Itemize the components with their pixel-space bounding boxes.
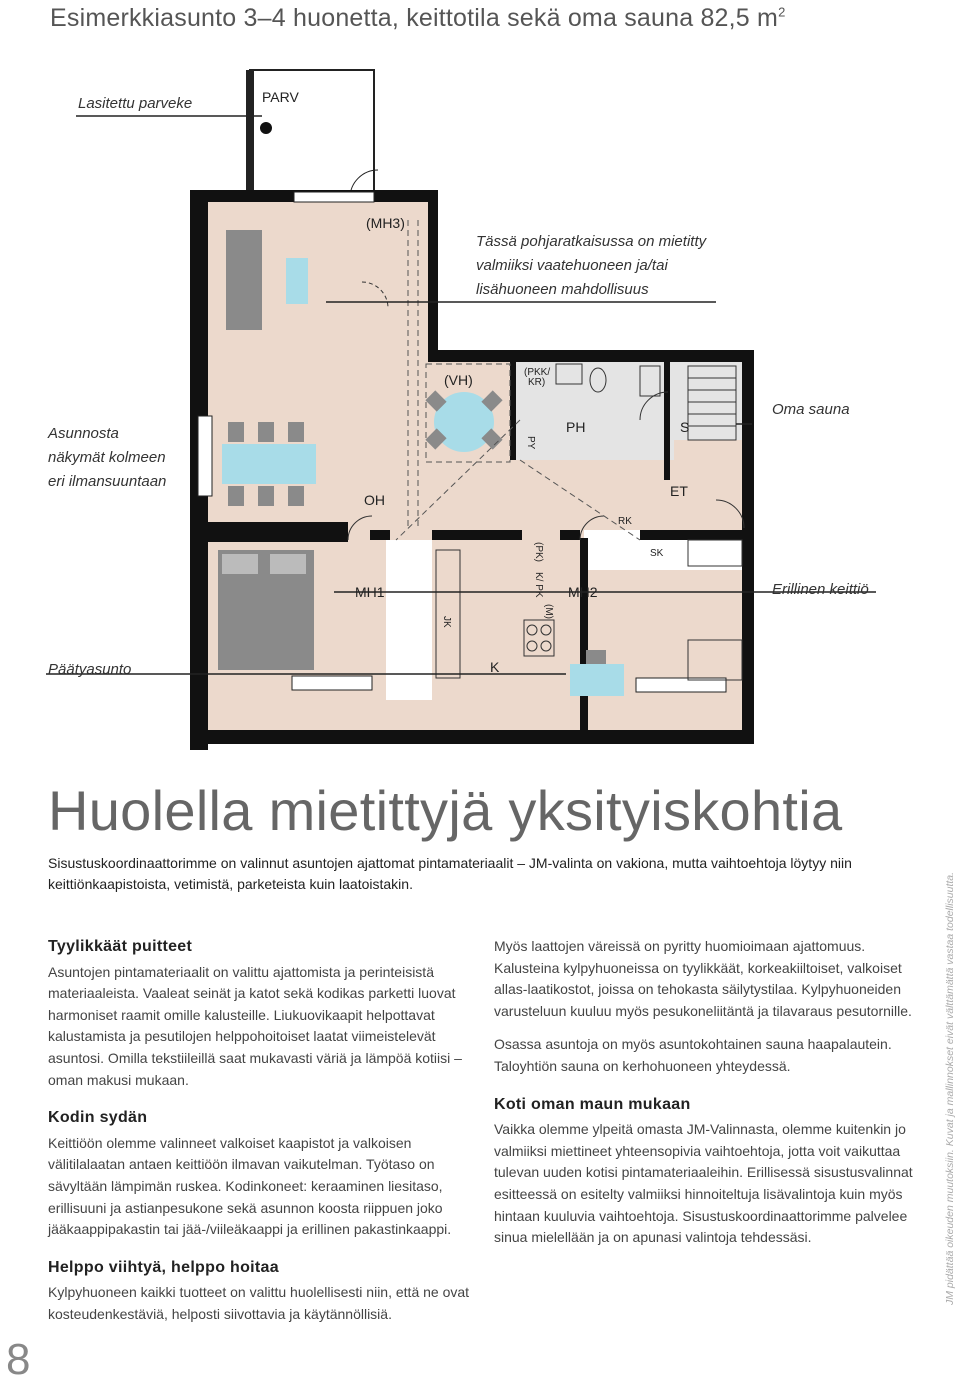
room-ph: PH — [566, 419, 586, 435]
room-pkk-1: (PKK/ — [524, 367, 551, 378]
annotation-walkin-2: valmiiksi vaatehuoneen ja/tai — [476, 257, 668, 274]
annotation-balcony: Lasitettu parveke — [78, 95, 193, 112]
room-s: S — [680, 419, 690, 435]
room-mh3: (MH3) — [366, 215, 405, 231]
room-kpk: K/ PK — [533, 572, 544, 598]
annotation-views-2: näkymät kolmeen — [48, 449, 166, 466]
section-body: Keittiöön olemme valinneet valkoiset kaapistot ja valkoisen välitilalaatan antaen keittiöön ilmavan vaikutelman. Työtaso on sävyltään lämpimän ruskea. Kodinkoneet: keraaminen liesitaso, erillisuuni ja astianpesukone sekä asunnon koosta riippuen joko jääkaappipakastin tai jää-/viileäkaappi ja erillinen pakastinkaappi. — [48, 1134, 452, 1238]
section-heading: Kodin sydän — [48, 1109, 148, 1127]
section-heading: Helppo viihtyä, helppo hoitaa — [48, 1258, 279, 1276]
annotation-sauna: Oma sauna — [772, 401, 850, 418]
annotation-end-unit: Päätyasunto — [48, 661, 132, 678]
page-number: 8 — [6, 1335, 31, 1384]
annotation-kitchen: Erillinen keittiö — [772, 581, 869, 598]
room-rk: RK — [618, 516, 632, 527]
room-sk: SK — [650, 548, 664, 559]
floor-plan — [0, 60, 960, 750]
room-pkk-2: KR) — [528, 377, 546, 388]
paragraph: Myös laattojen väreissä on pyritty huomioimaan ajattomuus. Kalusteina kylpyhuoneissa on tyylikkäät, korkeakiiltoiset, valkoiset allas-laatikostot, joissa on tehokasta säilytystilaa. Kylpyhuoneiden varusteluun kuuluu myös pesukoneliitäntä ja tilavaraus pesutornille. — [494, 938, 912, 1019]
section-body: Kylpyhuoneen kaikki tuotteet on valittu huolellisesti niin, että ne ovat kosteudenkestäviä, helposti siivottavia ja käytännöllisiä. — [48, 1284, 470, 1322]
section-heading: Tyylikkäät puitteet — [48, 938, 193, 955]
annotation-views-1: Asunnosta — [48, 425, 119, 442]
section-heading: Koti oman maun mukaan — [494, 1095, 691, 1113]
article-intro: Sisustuskoordinaattorimme on valinnut asuntojen ajattomat pintamateriaalit – JM-valinta on vakiona, mutta vaihtoehtoja löytyy niin keittiönkaapistoista, vetimistä, parketeista kuin laatoistakin. — [48, 855, 852, 892]
annotation-walkin-3: lisähuoneen mahdollisuus — [476, 281, 649, 298]
annotation-views-3: eri ilmansuuntaan — [48, 473, 167, 490]
left-column — [48, 936, 473, 1326]
room-k: K — [490, 659, 500, 675]
room-vh: (VH) — [444, 372, 473, 388]
room-m: (M) — [543, 604, 554, 619]
right-column — [494, 936, 919, 1249]
room-jk: JK — [441, 616, 452, 628]
room-mh2: MH2 — [568, 584, 598, 600]
room-mh1: MH1 — [355, 584, 385, 600]
page-title: Esimerkkiasunto 3–4 huonetta, keittotila sekä oma sauna 82,5 $m^2$ — [50, 4, 786, 32]
section-body: Asuntojen pintamateriaalit on valittu ajattomista ja perinteisistä materiaaleista. Vaaleat seinät ja katot sekä kodikas parketti luovat harmoniset raamit omille kalusteille. Liukuovikaapit helpottavat kalustamista ja pesutilojen helppohoitoiset laatat viimeistelevät asuntosi. Omilla tekstiileillä saat mukavasti väriä ja lämpöä kotiisi – oman makusi mukaan. — [48, 963, 462, 1088]
room-parv: PARV — [262, 89, 299, 105]
room-py: PY — [525, 436, 536, 450]
article-headline: Huolella mietittyjä yksityiskohtia — [48, 779, 843, 842]
paragraph: Vaikka olemme ylpeitä omasta JM-Valinnasta, olemme kuitenkin jo valmiiksi miettineet yhteensopivia vaihtoehtoja, jotta voit vaikuttaa tulevan uuden kotisi pintamateriaaleihin. Erillisessä sisustusvalinnat esitteessä on esitelty valmiiksi hinnoiteltuja lisävalintoja kuin myös hintaan kuuluvia vaihtoehtoja. Sisustuskoordinaattorimme palvelee sinua mielellään ja on apunasi valintoja tehdessäsi. — [494, 1121, 913, 1246]
disclaimer: JM pidättää oikeuden muutoksiin. Kuvat ja mallinnokset eivät välttämättä vastaa todellisuutta. — [944, 871, 956, 1305]
room-jpk: (PK) — [533, 542, 544, 562]
room-oh: OH — [364, 492, 385, 508]
annotation-walkin-1: Tässä pohjaratkaisussa on mietitty — [476, 233, 707, 250]
paragraph: Osassa asuntoja on myös asuntokohtainen sauna haapalautein. Taloyhtiön sauna on kerhohuoneen yhteydessä. — [494, 1036, 892, 1074]
room-et: ET — [670, 483, 688, 499]
